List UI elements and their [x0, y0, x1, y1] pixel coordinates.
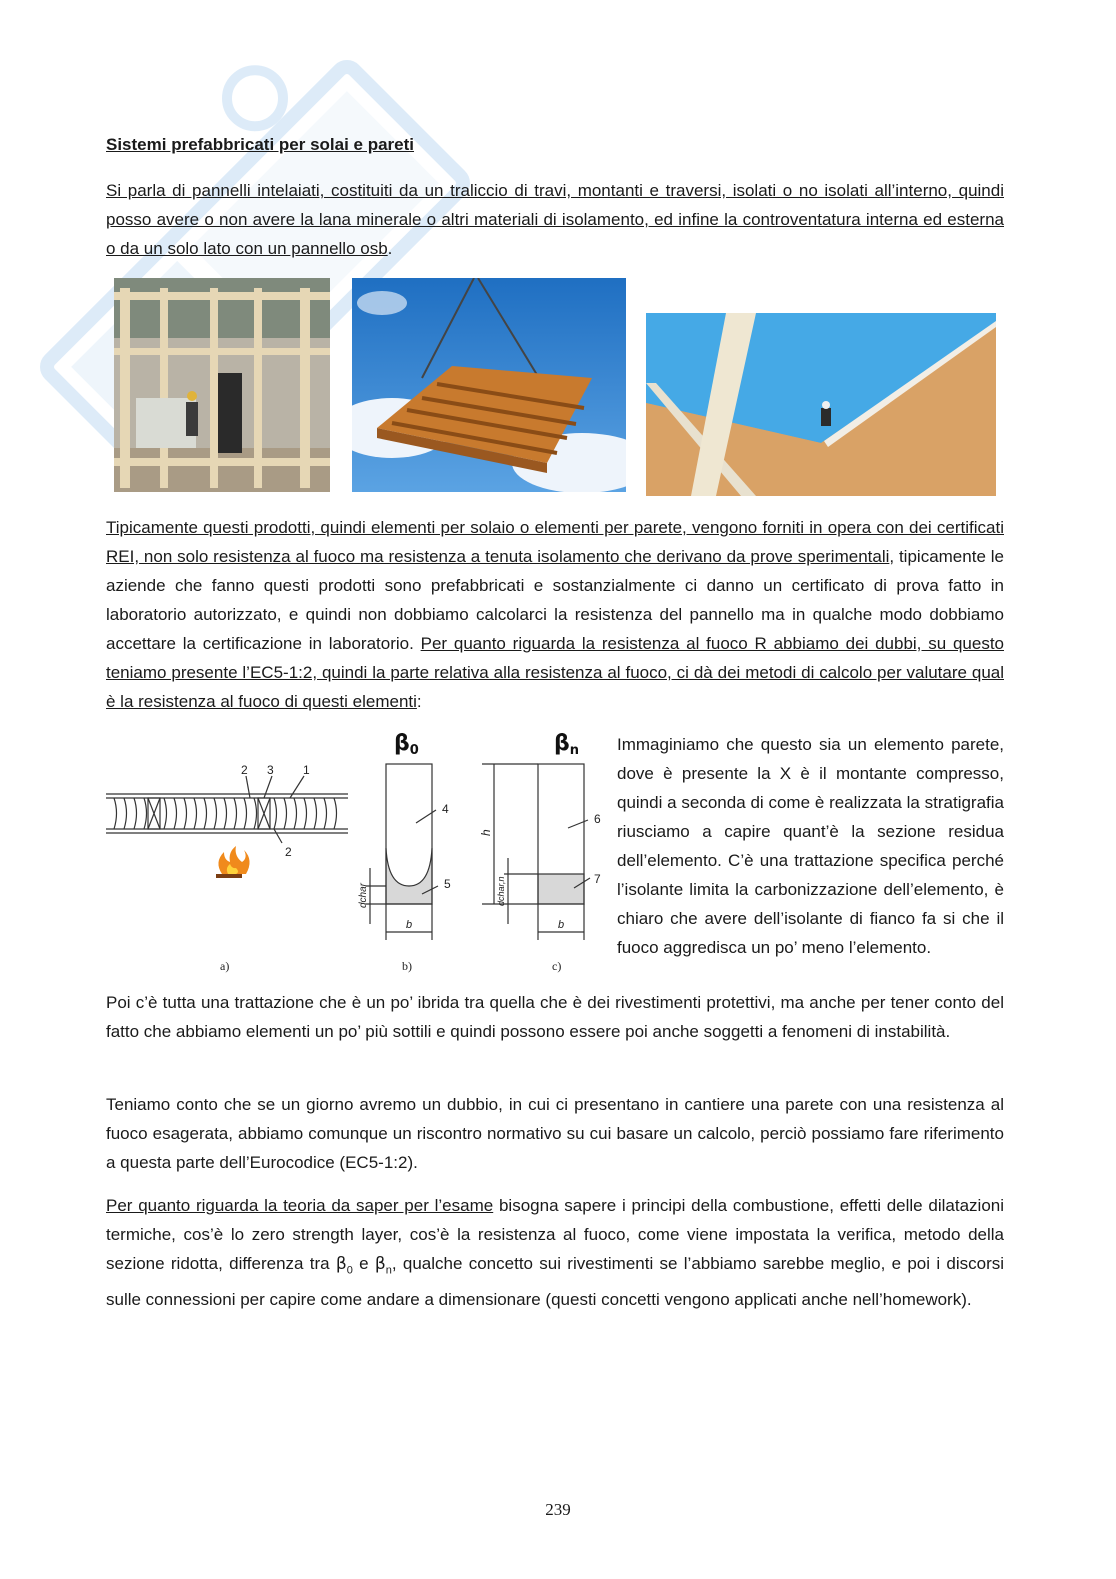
section-heading: Sistemi prefabbricati per solai e pareti: [106, 135, 415, 154]
fire-resistance-underlined-text: Per quanto riguarda la resistenza al fuoco R abbiamo dei dubbi, su questo teniamo presente l’EC5-1:2, quindi la parte relativa alla resistenza al fuoco, ci dà dei metodi di calcolo per valutare qual è la resistenza al fuoco di questi elementi: [106, 634, 1004, 711]
exam-theory-text: bisogna sapere i principi della combustione, effetti delle dilatazioni termiche, cos’è lo zero strength layer, cos’è la resistenza al fuoco, come viene impostata la verifica, metodo della sezione ridotta, differenza tra: [106, 1196, 1004, 1273]
betan-label: βn: [554, 731, 580, 758]
photo-panel-lifted-by-crane: [352, 278, 626, 492]
callout-5: 5: [444, 877, 451, 891]
beta-subscript-0: 0: [346, 1264, 353, 1277]
dimension-dchar-n: dchar,n: [496, 876, 506, 906]
paragraph-exam-theory: [106, 1191, 1004, 1314]
exam-theory-text-end: , qualche concetto sui rivestimenti se l’abbiamo sarebbe meglio, e poi i discorsi sulle connessioni per capire come andare a dimensionare (questi concetti vengono applicati anche nell’homework).: [106, 1254, 1005, 1310]
dimension-dchar: dchar: [358, 882, 369, 908]
beta-subscript-n: n: [385, 1264, 392, 1277]
intro-end-punctuation: .: [387, 239, 393, 258]
callout-6: 6: [594, 812, 601, 826]
dimension-b-right: b: [558, 919, 565, 931]
fire-icon: [216, 846, 250, 878]
certificates-underlined-text: Tipicamente questi prodotti, quindi elementi per solaio o elementi per parete, vengono forniti in opera con dei certificati REI, non solo resistenza al fuoco ma resistenza a tenuta isolamento che derivano da prove sperimentali: [106, 518, 1004, 566]
beta-symbol-n: β: [374, 1254, 386, 1274]
page-number: 239: [545, 1500, 571, 1519]
dimension-h: h: [479, 829, 493, 836]
callout-1: 1: [303, 763, 310, 777]
callout-2-bottom: 2: [285, 845, 292, 859]
caption-a: a): [220, 959, 230, 973]
beta-symbol-0: β: [335, 1254, 347, 1274]
paragraph-eurocode-reference: Teniamo conto che se un giorno avremo un dubbio, in cui ci presentano in cantiere una parete con una resistenza al fuoco esagerata, abbiamo comunque un riscontro normativo su cui basare un calcolo, perciò possiamo fare riferimento a questa parte dell’Eurocodice (EC5-1:2).: [106, 1095, 1004, 1172]
certificates-plain-text: , tipicamente le aziende che fanno questi prodotti sono prefabbricati e sostanzialmente ci danno un certificato di prova fatto in laboratorio autorizzato, e quindi non dobbiamo calcolarci la resistenza del pannello ma in qualche modo dobbiamo accettare la certificazione in laboratorio.: [106, 547, 1004, 653]
paragraph-intro: [106, 176, 1004, 263]
certificates-end-punctuation: :: [416, 692, 422, 711]
callout-2-top: 2: [241, 763, 248, 777]
section-b: [366, 764, 438, 940]
paragraph-figure-explanation: Immaginiamo che questo sia un elemento parete, dove è presente la X è il montante compresso, quindi a seconda di come è realizzata la stratigrafia riusciamo a capire quant’è la sezione residua dell’elemento. C’è una trattazione specifica perché l’isolante limita la carbonizzazione dell’elemento, è chiaro che avere dell’isolante di fianco fa si che il fuoco aggredisca un po’ meno l’elemento.: [617, 735, 1004, 957]
callout-7: 7: [594, 872, 601, 886]
exam-theory-underlined-text: Per quanto riguarda la teoria da saper per l’esame: [106, 1196, 494, 1215]
intro-underlined-text: Si parla di pannelli intelaiati, costituiti da un traliccio di travi, montanti e traversi, isolati o no isolati all’interno, quindi posso avere o non avere la lana minerale o altri materiali di isolamento, ed infine la controventatura interna ed esterna o da un solo lato con un pannello osb: [106, 181, 1004, 258]
caption-c: c): [552, 959, 562, 973]
callout-4: 4: [442, 802, 449, 816]
caption-b: b): [402, 959, 412, 973]
wall-section-figure-a: [106, 776, 348, 843]
callout-3: 3: [267, 763, 274, 777]
charring-section-diagram: [104, 728, 612, 980]
photo-timber-frame-construction: [114, 278, 330, 492]
beta0-label: β0: [394, 731, 419, 758]
and-text: e: [352, 1254, 375, 1273]
dimension-b-left: b: [406, 919, 413, 931]
paragraph-hybrid-treatment: Poi c’è tutta una trattazione che è un po’ ibrida tra quella che è dei rivestimenti protettivi, ma anche per tener conto del fatto che abbiamo elementi un po’ più sottili e quindi possono essere poi anche soggetti a fenomeni di instabilità.: [106, 993, 1004, 1041]
photo-large-panel-roof: [646, 313, 996, 496]
section-c: [482, 764, 590, 940]
paragraph-certificates: [106, 513, 1004, 716]
